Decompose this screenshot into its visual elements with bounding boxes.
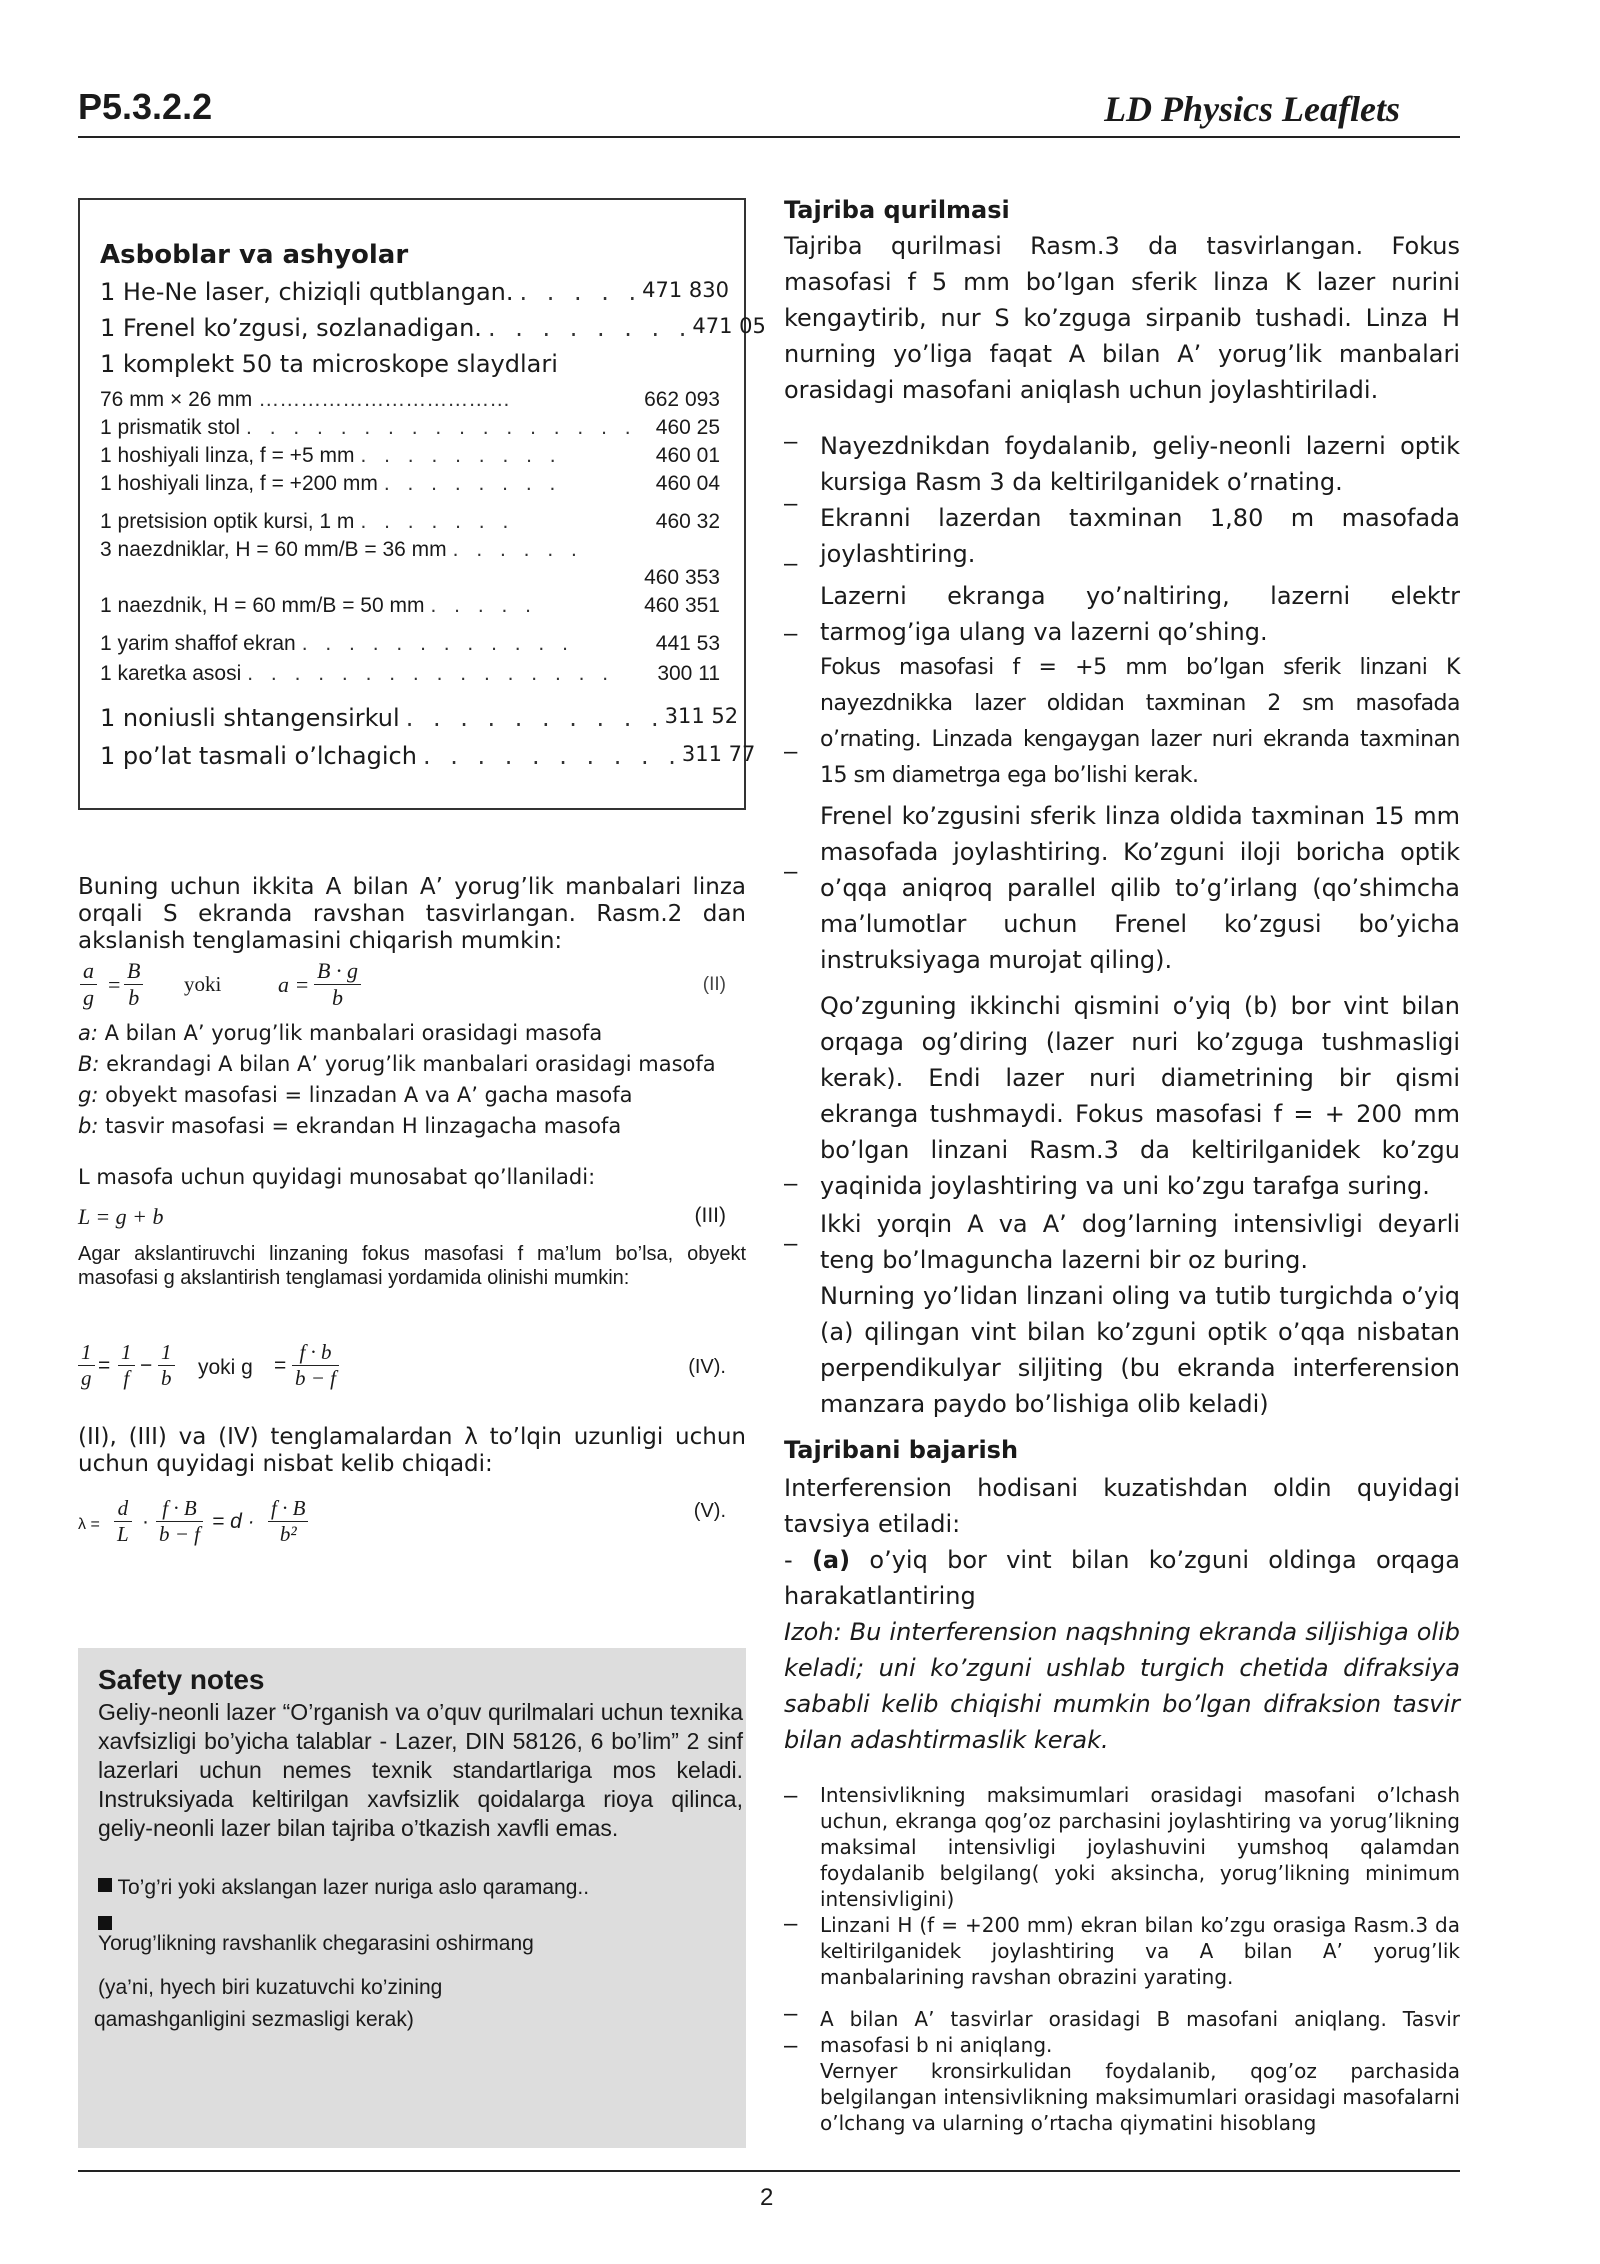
equipment-box [78, 198, 766, 810]
procedure-text: Interferension hodisani kuzatishdan oldin quyidagi tavsiya etiladi: [784, 1474, 1460, 1538]
eq5-dot: · [142, 1510, 149, 1533]
procedure-title: Tajribani bajarish [784, 1436, 1019, 1464]
safety-bullet-3a: (ya’ni, hyech biri kuzatuvchi ko’zining [98, 1976, 443, 1999]
safety-text: Geliy-neonli lazer “O’rganish va o’quv qurilmalari uchun texnika xavfsizligi bo’yicha talablar - Lazer, DIN 58126, 6 bo’lim” 2 sinf lazerlari uchun nemes texnik standartlariga mos keladi. Instruksiyada keltirilgan xavfsizlik qoidalarga rioya qilinca, geliy-neonli lazer bilan tajriba o’tkazish xavfli emas. [98, 1699, 743, 1841]
focal-paragraph: Agar akslantiruvchi linzaning fokus masofasi f ma’lum bo’lsa, obyekt masofasi g akslantirish tenglamasi yordamida olinishi mumkin: [78, 1243, 746, 1289]
setup-text: Tajriba qurilmasi Rasm.3 da tasvirlangan. Fokus masofasi f 5 mm bo’lgan sferik linza K lazer nurini kengaytirib, nur S ko’zguga sirpanib tushadi. Linza H nurning yo’liga faqat A bilan A’ yorug’lik manbalari orasidagi masofani aniqlash uchun joylashtiriladi. [784, 232, 1460, 404]
safety-notes-box [78, 1648, 746, 2148]
measurement-step: Linzani H (f = +200 mm) ekran bilan ko’zgu orasiga Rasm.3 da keltirilganidek joylashtiring va A bilan A’ yorug’lik manbalarining ravshan obrazini yarating. [820, 1913, 1460, 1989]
definition-B: B: ekrandagi A bilan A’ yorug’lik manbalari orasidagi masofa [78, 1052, 716, 1076]
eq4-1-over-f: $\frac{1}{f}$ [118, 1340, 135, 1391]
equipment-item: 3 naezdniklar, H = 60 mm/B = 36 mm . . . . . . [100, 538, 583, 561]
eq5-fB-over-bf: $\frac{f \cdot B}{b - f}$ [156, 1496, 203, 1547]
setup-step: Frenel ko’zgusini sferik linza oldida taxminan 15 mm masofada joylashtiring. Ko’zguni iloji boricha optik o’qqa aniqroq parallel qilib to’g’irlang (qo’shimcha ma’lumotlar uchun Frenel ko’zgusi bo’yicha instruksiyaga murojat qiling). [820, 802, 1460, 974]
setup-step: Ekranni lazerdan taxminan 1,80 m masofada joylashtiring. [820, 504, 1460, 568]
equipment-item: 76 mm × 26 mm ……………………………… 662 093 [100, 388, 720, 411]
setup-step: Nayezdnikdan foydalanib, geliy-neonli lazerni optik kursiga Rasm 3 da keltirilganidek o’rnating. [820, 432, 1460, 496]
eq3-formula: L = g + b [78, 1204, 164, 1229]
bullet-square-icon [98, 1878, 112, 1892]
eq4-or-g: yoki g [198, 1356, 253, 1379]
leaflet-code: P5.3.2.2 [78, 86, 213, 127]
equipment-item: 1 He-Ne laser, chiziqli qutblangan. . . . . . 471 830 [100, 278, 729, 306]
eq5-fB-over-b2: $\frac{f \cdot B}{\text{b²}}$ [268, 1496, 308, 1547]
eq4-number: (IV). [688, 1356, 726, 1378]
measurement-step: Intensivlikning maksimumlari orasidagi masofani o’lchash uchun, ekranga qog’oz parchasini joylashtiring va yorug’likning maksimal intensivligi joylashuvini yumshoq qalamdan foydalanib belgilang( yoki aksincha, yorug’likning minimum intensivligini) [820, 1783, 1460, 1911]
eq5-equals-d: = d · [212, 1510, 255, 1533]
definition-g: g: obyekt masofasi = linzadan A va A’ gacha masofa [78, 1083, 633, 1107]
equation-IV [78, 1340, 746, 1410]
safety-bullet-2: Yorug’likning ravshanlik chegarasini oshirmang [98, 1914, 534, 1956]
eq4-minus: − [140, 1354, 153, 1377]
equipment-item: 1 prismatik stol . . . . . . . . . . . . . . . . . 460 25 [100, 416, 720, 439]
equipment-item: 460 353 [644, 566, 720, 589]
definition-b: b: tasvir masofasi = ekrandan H linzagacha masofa [78, 1114, 622, 1138]
equipment-item: 1 noniusli shtangensirkul . . . . . . . . . . 311 52 [100, 704, 739, 732]
L-relation-text: L masofa uchun quyidagi munosabat qo’llaniladi: [78, 1165, 596, 1189]
setup-step: Nurning yo’lidan linzani oling va tutib turgichda o’yiq (a) qilingan vint bilan ko’zguni optik o’qqa nisbatan perpendikulyar siljiting (bu ekranda interferension manzara paydo bo’lishiga olib keladi) [820, 1282, 1460, 1418]
eq3-number: (III) [694, 1204, 726, 1227]
setup-step: Ikki yorqin A va A’ dog’larning intensivligi deyarli teng bo’lmaguncha lazerni bir oz buring. [820, 1210, 1460, 1274]
safety-title: Safety notes [98, 1664, 265, 1695]
eq2-a-over-g: $\frac{a}{g}$ [80, 958, 97, 1011]
eq2-or: yoki [184, 972, 222, 996]
setup-title: Tajriba qurilmasi [784, 196, 1010, 224]
eq2-a-equals: a = [278, 972, 310, 997]
eq2-equals: = [108, 972, 121, 997]
intro-paragraph: Buning uchun ikkita A bilan A’ yorug’lik manbalari linza orqali S ekranda ravshan tasvirlangan. Rasm.2 dan akslanish tenglamasini chiqarish mumkin: [78, 874, 746, 954]
eq4-fb-over-bf: $\frac{f \cdot b}{b - f}$ [292, 1340, 339, 1391]
eq4-1-over-b: $\frac{1}{b}$ [158, 1340, 175, 1391]
footer-rule [78, 2170, 1460, 2172]
eq4-equals: = [98, 1354, 111, 1377]
equipment-item: 1 po’lat tasmali o’lchagich . . . . . . . . . . 311 77 [100, 742, 756, 770]
bullet-square-icon [98, 1916, 112, 1930]
equipment-item: 1 karetka asosi . . . . . . . . . . . . . . . . 300 11 [100, 662, 720, 685]
equipment-item: 1 yarim shaffof ekran . . . . . . . . . . . . 441 53 [100, 632, 720, 655]
equipment-item: 1 hoshiyali linza, f = +200 mm . . . . . . . . 460 04 [100, 472, 720, 495]
setup-step: Qo’zguning ikkinchi qismini o’yiq (b) bor vint bilan orqaga og’diring (lazer nuri ko’zguga tushmasligi kerak). Endi lazer nuri diametrining bir qismi ekranga tushmaydi. Fokus masofasi f = + 200 mm bo’lgan linzani Rasm.3 da keltirilganidek ko’zgu yaqinida joylashtiring va uni ko’zgu tarafga suring. [820, 992, 1460, 1200]
page-number: 2 [760, 2184, 774, 2211]
eq4-equals-2: = [274, 1354, 287, 1377]
header-rule [78, 136, 1460, 138]
measurement-steps: – Intensivlikning maksimumlari orasidagi masofani o’lchash uchun, ekranga qog’oz parchasini joylashtiring va yorug’likning maksimal intensivligi joylashuvini yumshoq qalamdan foydalanib belgilang( yoki aksincha, yorug’likning minimum intensivligini) – Linzani H (f = +200 mm) ekran bilan ko’zgu orasiga Rasm.3 da keltirilganidek joylashtiring va A bilan A’ yorug’lik manbalarining ravshan obrazini yarating. – A bilan A’ tasvirlar orasidagi B masofani aniqlang. Tasvir masofasi b ni aniqlang. – Vernyer kronsirkulidan foydalanib, qog’oz parchasida belgilangan intensivlikning maksimumlari orasidagi masofalarni o’lchang va ularning o’rtacha qiymatini hisoblang [784, 1782, 1460, 2135]
definition-a: a: A bilan A’ yorug’lik manbalari orasidagi masofa [78, 1021, 603, 1045]
eq2-number: (II) [702, 974, 726, 995]
lambda-paragraph: (II), (III) va (IV) tenglamalardan λ to’lqin uzunligi uchun uchun quyidagi nisbat kelib chiqadi: [78, 1424, 746, 1477]
eq5-number: (V). [693, 1500, 726, 1522]
equipment-item: 1 komplekt 50 ta microskope slaydlari [100, 350, 558, 378]
equipment-item: 1 pretsision optik kursi, 1 m . . . . . . . 460 32 [100, 510, 720, 533]
setup-steps: – Nayezdnikdan foydalanib, geliy-neonli lazerni optik kursiga Rasm 3 da keltirilganidek o’rnating. – Ekranni lazerdan taxminan 1,80 m masofada joylashtiring. – Lazerni ekranga yo’naltiring, lazerni elektr tarmog’iga ulang va lazerni qo’shing. – Fokus masofasi f = +5 mm bo’lgan sferik linzani K nayezdnikka lazer oldidan taxminan 2 sm masofada o’rnating. Linzada kengaygan lazer nuri ekranda taxminan 15 sm diametrga ega bo’lishi kerak. – Frenel ko’zgusini sferik linza oldida taxminan 15 mm masofada joylashtiring. Ko’zguni iloji boricha optik o’qqa aniqroq parallel qilib to’g’irlang (qo’shimcha ma’lumotlar uchun Frenel ko’zgusi bo’yicha instruksiyaga murojat qiling). – Qo’zguning ikkinchi qismini o’yiq (b) bor vint bilan orqaga og’diring (lazer nuri ko’zguga tushmasligi kerak). Endi lazer nuri diametrining bir qismi ekranga tushmaydi. Fokus masofasi f = + 200 mm bo’lgan linzani Rasm.3 da keltirilganidek ko’zgu yaqinida joylashtiring va uni ko’zgu tarafga suring. – Ikki yorqin A va A’ dog’larning intensivligi deyarli teng bo’lmaguncha lazerni bir oz buring. – Nurning yo’lidan linzani oling va tutib turgichda o’yiq (a) qilingan vint bilan ko’zguni optik o’qqa nisbatan perpendikulyar siljiting (bu ekranda interferension manzara paydo bo’lishiga olib keladi) [784, 428, 1460, 1408]
measurement-step: Vernyer kronsirkulidan foydalanib, qog’oz parchasida belgilangan intensivlikning maksimumlari orasidagi masofalarni o’lchang va ularning o’rtacha qiymatini hisoblang [820, 2059, 1460, 2135]
safety-bullet-3b: qamashganligini sezmasligi kerak) [94, 2008, 414, 2031]
setup-step: Fokus masofasi f = +5 mm bo’lgan sferik linzani K nayezdnikka lazer oldidan taxminan 2 sm masofada o’rnating. Linzada kengaygan lazer nuri ekranda taxminan 15 sm diametrga ega bo’lishi kerak. [820, 655, 1460, 788]
eq4-1-over-g: $\frac{1}{g}$ [78, 1340, 95, 1391]
eq5-d-over-L: $\frac{d}{L}$ [114, 1496, 132, 1547]
eq2-Bg-over-b: $\frac{B \cdot g}{b}$ [314, 958, 361, 1011]
setup-step: Lazerni ekranga yo’naltiring, lazerni elektr tarmog’iga ulang va lazerni qo’shing. [820, 582, 1460, 646]
procedure-step-a: - (a) o’yiq bor vint bilan ko’zguni oldinga orqaga harakatlantiring [784, 1546, 1460, 1610]
equipment-item: 1 hoshiyali linza, f = +5 mm . . . . . . . . . 460 01 [100, 444, 720, 467]
safety-bullet-1: To’g’ri yoki akslangan lazer nuriga aslo qaramang.. [98, 1876, 589, 1900]
equation-V [78, 1496, 746, 1566]
equipment-item: 1 Frenel ko’zgusi, sozlanadigan. . . . . . . . . 471 05 [100, 314, 766, 342]
equipment-item: 1 naezdnik, H = 60 mm/B = 50 mm . . . . . 460 351 [100, 594, 720, 617]
equation-II [78, 958, 746, 1018]
equipment-title: Asboblar va ashyolar [100, 240, 409, 270]
eq2-B-over-b: $\frac{B}{b}$ [124, 958, 143, 1011]
equation-III [78, 1204, 746, 1232]
measurement-step: A bilan A’ tasvirlar orasidagi B masofani aniqlang. Tasvir masofasi b ni aniqlang. [820, 2007, 1460, 2057]
series-title: LD Physics Leaflets [1104, 89, 1400, 129]
eq5-lambda-equals: λ = [78, 1516, 100, 1533]
procedure-note: Izoh: Bu interferension naqshning ekranda siljishiga olib keladi; uni ko’zguni ushlab turgich chetida difraksiya sababli kelib chiqishi mumkin bo’lgan difraksion tasvir bilan adashtirmaslik kerak. [784, 1618, 1460, 1754]
definitions-list [78, 1018, 746, 1142]
